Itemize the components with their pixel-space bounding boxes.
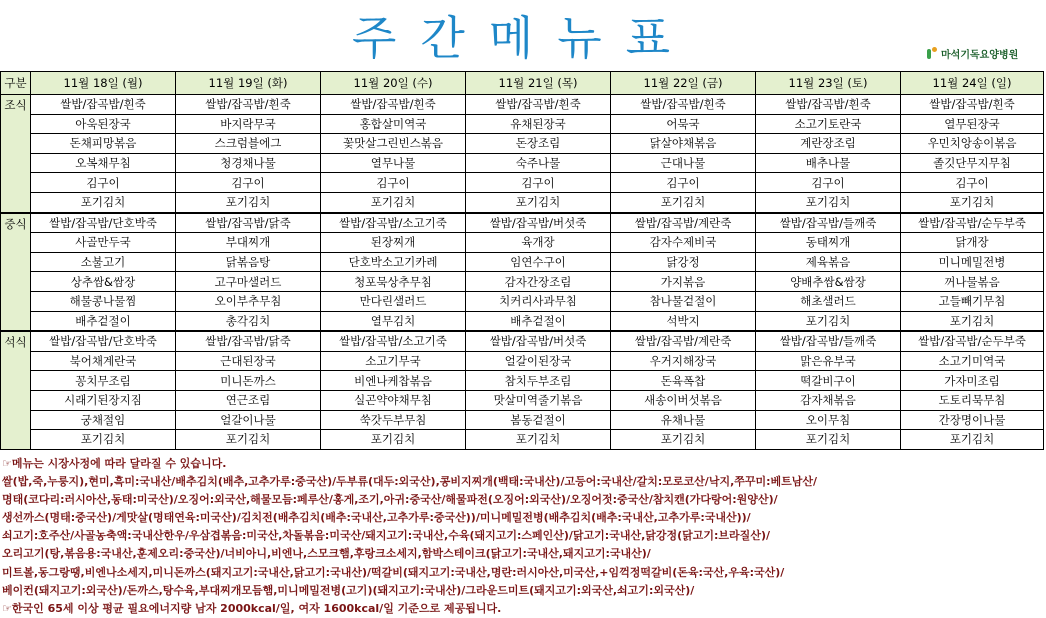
menu-cell: 해물콩나물찜 <box>31 291 176 311</box>
menu-cell: 간장명이나물 <box>901 410 1044 430</box>
menu-cell: 오이무침 <box>756 410 901 430</box>
menu-cell: 쌀밥/잡곡밥/계란죽 <box>611 213 756 233</box>
menu-cell: 홍합살미역국 <box>321 114 466 134</box>
menu-cell: 쌀밥/잡곡밥/흰죽 <box>611 95 756 115</box>
menu-row <box>1 272 1044 292</box>
menu-cell: 미니메밀전병 <box>901 252 1044 272</box>
menu-cell: 돈장조림 <box>466 134 611 154</box>
menu-cell: 열무된장국 <box>901 114 1044 134</box>
menu-cell: 부대찌개 <box>176 233 321 253</box>
note-line: 오리고기(탕,볶음용:국내산,훈제오리:중국산)/너비아니,비엔나,스모크햄,후랑크소세지,함박스테이크(닭고기:국내산,돼지고기:국내산)/ <box>2 547 651 561</box>
menu-cell: 돈육폭찹 <box>611 371 756 391</box>
menu-cell: 스크럼블에그 <box>176 134 321 154</box>
menu-cell: 우민치앙송이볶음 <box>901 134 1044 154</box>
menu-cell: 포기김치 <box>321 192 466 212</box>
menu-cell: 가지볶음 <box>611 272 756 292</box>
menu-cell: 맛살미역줄기볶음 <box>466 390 611 410</box>
menu-cell: 떡갈비구이 <box>756 371 901 391</box>
menu-cell: 감자간장조림 <box>466 272 611 292</box>
menu-cell: 북어채계란국 <box>31 351 176 371</box>
menu-cell: 감자채볶음 <box>756 390 901 410</box>
menu-cell: 시래기된장지짐 <box>31 390 176 410</box>
menu-cell: 김구이 <box>466 173 611 193</box>
menu-row <box>1 430 1044 450</box>
menu-cell: 꽃맛살그린빈스볶음 <box>321 134 466 154</box>
menu-cell: 우거지해장국 <box>611 351 756 371</box>
day-header: 11월 23일 (토) <box>756 72 901 95</box>
menu-cell: 김구이 <box>321 173 466 193</box>
note-line: 미트볼,동그랑땡,비엔나소세지,미니돈까스(돼지고기:국내산,닭고기:국내산)/떡갈비(돼지고기:국내산,명란:러시아산,미국산,+임꺽정떡갈비(돈육:국산,우육:국산)/ <box>2 565 785 579</box>
menu-cell: 미니돈까스 <box>176 371 321 391</box>
menu-row <box>1 192 1044 212</box>
menu-cell: 포기김치 <box>466 192 611 212</box>
menu-cell: 쌀밥/잡곡밥/소고기죽 <box>321 213 466 233</box>
menu-cell: 치커리사과무침 <box>466 291 611 311</box>
menu-cell: 쌀밥/잡곡밥/순두부죽 <box>901 331 1044 351</box>
menu-cell: 해초샐러드 <box>756 291 901 311</box>
menu-cell: 궁채절임 <box>31 410 176 430</box>
note-line: 쇠고기:호주산/사골농축액:국내산한우/우삼겹볶음:미국산,차돌볶음:미국산/돼지고기:국내산,수육(돼지고기:스페인산)/닭고기:국내산,닭강정(닭고기:브라질산)/ <box>2 529 770 543</box>
hospital-logo <box>925 46 1018 61</box>
day-header: 11월 22일 (금) <box>611 72 756 95</box>
menu-cell: 쌀밥/잡곡밥/흰죽 <box>176 95 321 115</box>
menu-cell: 배추겉절이 <box>31 311 176 331</box>
menu-cell: 열무김치 <box>321 311 466 331</box>
menu-cell: 포기김치 <box>756 311 901 331</box>
menu-cell: 만다린샐러드 <box>321 291 466 311</box>
menu-cell: 도토리묵무침 <box>901 390 1044 410</box>
menu-cell: 김구이 <box>901 173 1044 193</box>
menu-row <box>1 213 1044 233</box>
menu-cell: 닭살야채볶음 <box>611 134 756 154</box>
menu-cell: 쌀밥/잡곡밥/버섯죽 <box>466 213 611 233</box>
meal-label: 석식 <box>1 331 31 449</box>
menu-cell: 육개장 <box>466 233 611 253</box>
notes <box>2 455 1042 618</box>
menu-cell: 돈채피망볶음 <box>31 134 176 154</box>
menu-cell: 쌀밥/잡곡밥/소고기죽 <box>321 331 466 351</box>
header-corner: 구분 <box>1 72 31 95</box>
menu-row <box>1 233 1044 253</box>
menu-cell: 봄동겉절이 <box>466 410 611 430</box>
menu-cell: 고들빼기무침 <box>901 291 1044 311</box>
menu-cell: 쌀밥/잡곡밥/흰죽 <box>466 95 611 115</box>
logo-text: 마석기독요양병원 <box>941 50 1019 61</box>
menu-cell: 얼갈이나물 <box>176 410 321 430</box>
menu-cell: 김구이 <box>756 173 901 193</box>
menu-cell: 쌀밥/잡곡밥/흰죽 <box>901 95 1044 115</box>
menu-cell: 사골만두국 <box>31 233 176 253</box>
menu-cell: 배추겉절이 <box>466 311 611 331</box>
menu-cell: 김구이 <box>176 173 321 193</box>
menu-cell: 양배추쌈&쌈장 <box>756 272 901 292</box>
menu-cell: 새송이버섯볶음 <box>611 390 756 410</box>
menu-cell: 쌀밥/잡곡밥/닭죽 <box>176 331 321 351</box>
menu-cell: 유채나물 <box>611 410 756 430</box>
menu-cell: 소고기미역국 <box>901 351 1044 371</box>
menu-cell: 참나물겉절이 <box>611 291 756 311</box>
header-row <box>1 72 1044 95</box>
menu-cell: 상추쌈&쌈장 <box>31 272 176 292</box>
menu-cell: 연근조림 <box>176 390 321 410</box>
menu-row <box>1 291 1044 311</box>
menu-row <box>1 410 1044 430</box>
meal-label: 중식 <box>1 213 31 332</box>
menu-cell: 포기김치 <box>611 430 756 450</box>
menu-cell: 계란장조림 <box>756 134 901 154</box>
menu-cell: 포기김치 <box>901 430 1044 450</box>
menu-cell: 된장찌개 <box>321 233 466 253</box>
menu-row <box>1 114 1044 134</box>
menu-cell: 쌀밥/잡곡밥/흰죽 <box>321 95 466 115</box>
menu-cell: 포기김치 <box>901 192 1044 212</box>
menu-cell: 어묵국 <box>611 114 756 134</box>
menu-cell: 바지락무국 <box>176 114 321 134</box>
menu-cell: 쌀밥/잡곡밥/버섯죽 <box>466 331 611 351</box>
menu-cell: 감자수제비국 <box>611 233 756 253</box>
menu-cell: 쌀밥/잡곡밥/순두부죽 <box>901 213 1044 233</box>
menu-cell: 쌀밥/잡곡밥/들깨죽 <box>756 331 901 351</box>
logo-icon <box>925 47 939 61</box>
menu-row <box>1 331 1044 351</box>
menu-row <box>1 311 1044 331</box>
menu-cell: 닭개장 <box>901 233 1044 253</box>
menu-cell: 쌀밥/잡곡밥/단호박죽 <box>31 213 176 233</box>
menu-cell: 닭볶음탕 <box>176 252 321 272</box>
menu-cell: 쌀밥/잡곡밥/계란죽 <box>611 331 756 351</box>
menu-cell: 청포묵상추무침 <box>321 272 466 292</box>
note-line: ☞메뉴는 시장사정에 따라 달라질 수 있습니다. <box>2 457 227 470</box>
menu-cell: 실곤약야채무침 <box>321 390 466 410</box>
menu-cell: 쌀밥/잡곡밥/흰죽 <box>31 95 176 115</box>
menu-cell: 포기김치 <box>176 192 321 212</box>
menu-cell: 동태찌개 <box>756 233 901 253</box>
weekly-menu-table <box>0 71 1044 450</box>
menu-cell: 석박지 <box>611 311 756 331</box>
menu-cell: 제육볶음 <box>756 252 901 272</box>
menu-cell: 열무나물 <box>321 153 466 173</box>
menu-cell: 오이부추무침 <box>176 291 321 311</box>
note-line: ☞한국인 65세 이상 평균 필요에너지량 남자 2000kcal/일, 여자 1600kcal/일 기준으로 제공됩니다. <box>2 601 502 615</box>
menu-cell: 포기김치 <box>756 430 901 450</box>
menu-cell: 아욱된장국 <box>31 114 176 134</box>
note-line: 생선까스(명태:중국산)/게맛살(명태연육:미국산)/김치전(배추김치(배추:국내산,고추가루:중국산))/미니메밀전병(배추김치(배추:국내산,고추가루:국내산))/ <box>2 511 751 525</box>
menu-cell: 가자미조림 <box>901 371 1044 391</box>
menu-cell: 쌀밥/잡곡밥/흰죽 <box>756 95 901 115</box>
day-header: 11월 19일 (화) <box>176 72 321 95</box>
note-line: 명태(코다리:러시아산,동태:미국산)/오징어:외국산,해물모듬:페루산/홍게,조기,아귀:중국산/해물파전(오징어:외국산)/오징어젓:중국산/참치캔(가다랑어:원양산)/ <box>2 493 778 507</box>
menu-cell: 소불고기 <box>31 252 176 272</box>
menu-cell: 임연수구이 <box>466 252 611 272</box>
menu-cell: 소고기무국 <box>321 351 466 371</box>
menu-row <box>1 390 1044 410</box>
menu-cell: 단호박소고기카레 <box>321 252 466 272</box>
menu-cell: 포기김치 <box>756 192 901 212</box>
menu-row <box>1 95 1044 115</box>
menu-cell: 숙주나물 <box>466 153 611 173</box>
menu-cell: 맑은유부국 <box>756 351 901 371</box>
day-header: 11월 24일 (일) <box>901 72 1044 95</box>
menu-cell: 포기김치 <box>31 430 176 450</box>
day-header: 11월 21일 (목) <box>466 72 611 95</box>
menu-cell: 총각김치 <box>176 311 321 331</box>
menu-cell: 포기김치 <box>31 192 176 212</box>
menu-cell: 청경채나물 <box>176 153 321 173</box>
note-line: 베이컨(돼지고기:외국산)/돈까스,탕수육,부대찌개모듬햄,미니메밀전병(고기)(돼지고기:국내산)/그라운드미트(돼지고기:외국산,쇠고기:외국산)/ <box>2 583 695 597</box>
menu-cell: 꺼나물볶음 <box>901 272 1044 292</box>
menu-cell: 닭강정 <box>611 252 756 272</box>
menu-cell: 쌀밥/잡곡밥/들깨죽 <box>756 213 901 233</box>
menu-cell: 유채된장국 <box>466 114 611 134</box>
menu-cell: 포기김치 <box>611 192 756 212</box>
menu-cell: 소고기토란국 <box>756 114 901 134</box>
menu-cell: 근대나물 <box>611 153 756 173</box>
menu-cell: 쌀밥/잡곡밥/닭죽 <box>176 213 321 233</box>
menu-cell: 배추나물 <box>756 153 901 173</box>
menu-cell: 포기김치 <box>321 430 466 450</box>
menu-cell: 김구이 <box>611 173 756 193</box>
menu-cell: 쌀밥/잡곡밥/단호박죽 <box>31 331 176 351</box>
menu-cell: 쑥갓두부무침 <box>321 410 466 430</box>
menu-row <box>1 351 1044 371</box>
menu-cell: 졸깃단무지무침 <box>901 153 1044 173</box>
menu-cell: 오복채무침 <box>31 153 176 173</box>
menu-row <box>1 134 1044 154</box>
menu-row <box>1 173 1044 193</box>
menu-row <box>1 153 1044 173</box>
menu-cell: 근대된장국 <box>176 351 321 371</box>
menu-cell: 김구이 <box>31 173 176 193</box>
meal-label: 조식 <box>1 95 31 213</box>
menu-cell: 포기김치 <box>176 430 321 450</box>
menu-row <box>1 371 1044 391</box>
menu-cell: 포기김치 <box>466 430 611 450</box>
day-header: 11월 18일 (월) <box>31 72 176 95</box>
menu-cell: 참치두부조림 <box>466 371 611 391</box>
menu-cell: 꽁치무조림 <box>31 371 176 391</box>
day-header: 11월 20일 (수) <box>321 72 466 95</box>
page-title: 주간메뉴표 <box>351 11 695 65</box>
menu-cell: 포기김치 <box>901 311 1044 331</box>
menu-cell: 고구마샐러드 <box>176 272 321 292</box>
menu-row <box>1 252 1044 272</box>
note-line: 쌀(밥,죽,누룽지),현미,흑미:국내산/배추김치(배추,고추가루:중국산)/두부류(대두:외국산),콩비지찌개(백태:국내산)/고등어:국내산/갈치:모로코산/낙지,쭈꾸미:베트남산/ <box>2 475 818 489</box>
menu-cell: 얼갈이된장국 <box>466 351 611 371</box>
menu-cell: 비엔나케찹볶음 <box>321 371 466 391</box>
